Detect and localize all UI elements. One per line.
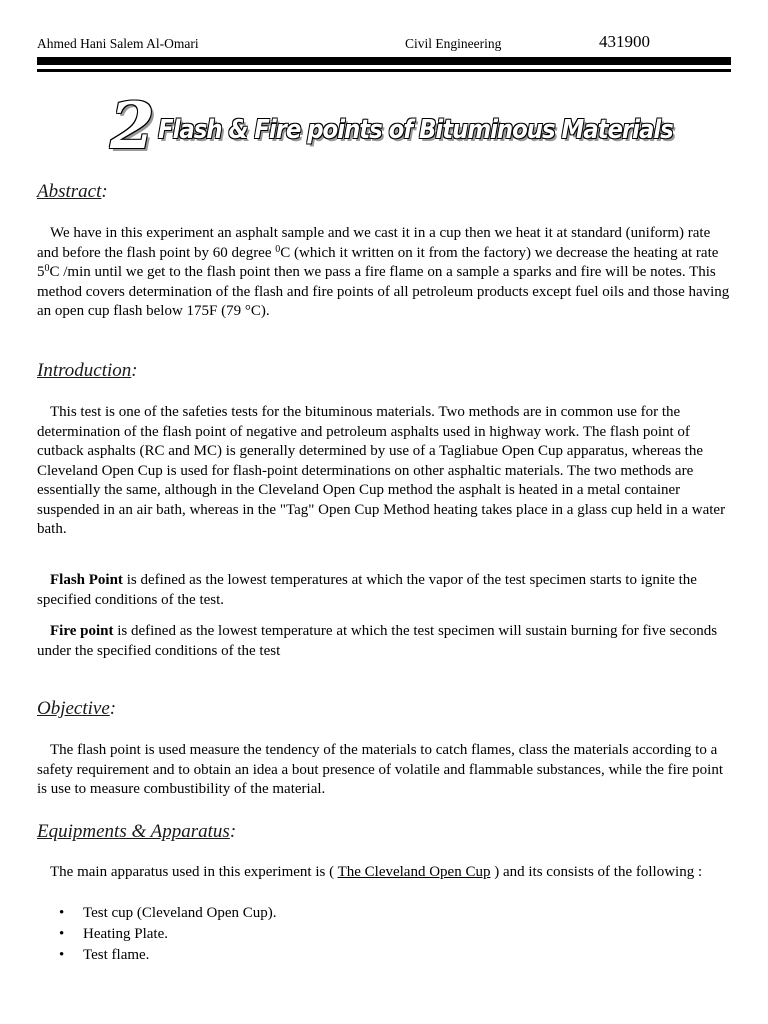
department: Civil Engineering (405, 36, 502, 51)
objective-heading: Objective: (37, 698, 117, 719)
title-number: 2 (110, 89, 155, 164)
student-id: 431900 (599, 32, 650, 51)
equipment-list (37, 903, 276, 966)
objective-paragraph: The flash point is used measure the tendency of the materials to catch flames, class the materials according to a safety requirement and to obtain an idea a bout presence of volatile and flammable substances, while the fire point is use to measure combustibility of the material. (37, 742, 724, 797)
equipment-intro: The main apparatus used in this experiment is ( The Cleveland Open Cup ) and its consists of the following : (50, 864, 703, 880)
header-rule-thin (37, 69, 731, 72)
list-item: • Test cup (Cleveland Open Cup). (37, 903, 276, 924)
title-text: Flash & Fire points of Bituminous Materials (158, 115, 673, 145)
fire-point-term: Fire point (50, 623, 114, 639)
fire-point-definition: Fire point is defined as the lowest temperature at which the test specimen will sustain burning for five seconds under the specified conditions of the test (37, 623, 718, 659)
introduction-paragraph: This test is one of the safeties tests for the bituminous materials. Two methods are in common use for the determination of the flash point of negative and petroleum asphalts used in highway work. The flash point of cutback asphalts (RC and MC) is generally determined by use of a Tagliabue Open Cup apparatus, whereas the Cleveland Open Cup is used for flash-point determinations on other asphaltic materials. The two methods are essentially the same, although in the Cleveland Open Cup method the asphalt is heated in a metal container suspended in an air bath, whereas in the "Tag" Open Cup Method heating takes place in a glass cup held in a water bath. (37, 404, 726, 537)
flash-point-definition: Flash Point is defined as the lowest temperatures at which the vapor of the test specimen starts to ignite the specified conditions of the test. (37, 572, 697, 608)
header-rule-thick (37, 57, 731, 65)
abstract-heading: Abstract: (37, 181, 108, 202)
introduction-heading: Introduction: (37, 360, 138, 381)
page-header (37, 32, 731, 56)
list-item: • Test flame. (37, 945, 276, 966)
flash-point-term: Flash Point (50, 572, 123, 588)
author-name: Ahmed Hani Salem Al-Omari (37, 36, 199, 51)
cleveland-open-cup-label: The Cleveland Open Cup (337, 864, 491, 880)
document-title (110, 89, 673, 165)
abstract-paragraph: We have in this experiment an asphalt sample and we cast it in a cup then we heat it at standard (uniform) rate and before the flash point by 60 degree $^0$C (which it written on it from the factory) we decrease the heating at rate $5^0C$ /min until we get to the flash point then we pass a fire flame on a sample a sparks and fire will be notes. This method covers determination of the flash and fire points of all petroleum products except fuel oils and those having an open cup flash below 175F (79 °C). (37, 225, 730, 319)
equipment-heading: Equipments & Apparatus: (37, 821, 237, 842)
list-item: • Heating Plate. (37, 924, 276, 945)
